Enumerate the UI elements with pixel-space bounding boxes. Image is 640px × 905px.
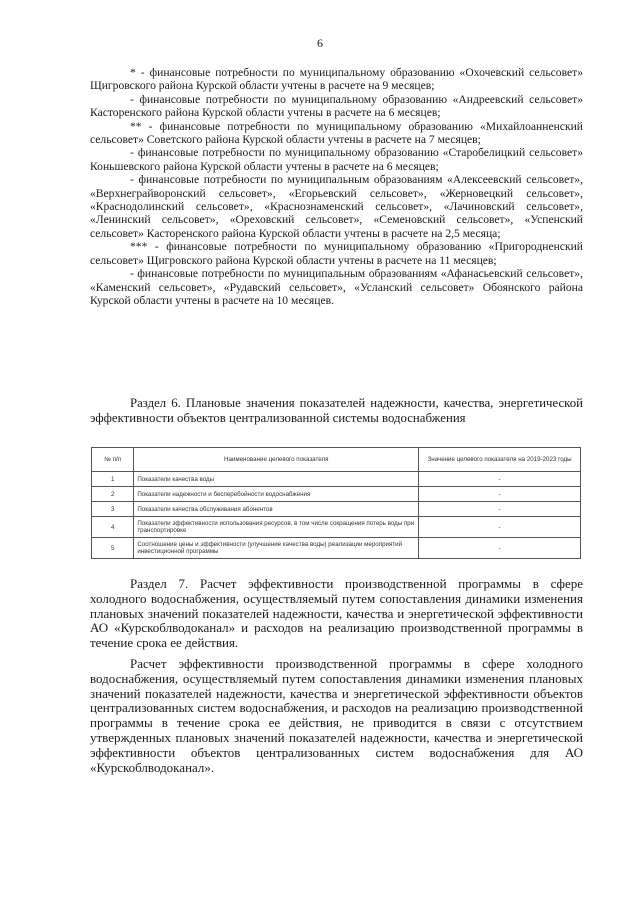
section-7-body: Расчет эффективности производственной программы в сфере холодного водоснабжения, осуществляемый путем сопоставления динамики изменения плановых значений показателей надежности, качества и энергетической эффективности объектов централизованных систем водоснабжения, и расходов на реализацию производственной программы в течение срока ее действия, не приводится в связи с отсутствием утвержденных плановых значений показателей надежности, качества и энергетической эффективности объектов централизованных систем водоснабжения для АО «Курскоблводоканал». bbox=[90, 655, 583, 775]
row-name: Показатели качества воды bbox=[134, 472, 419, 487]
footnote-3: ** - финансовые потребности по муниципальному образованию «Михайлоанненский сельсовет» Советского района Курской области учтены в расчете на 7 месяцев; bbox=[90, 119, 583, 147]
row-value: - bbox=[419, 538, 581, 559]
row-value: - bbox=[419, 517, 581, 538]
header-name: Наименование целевого показателя bbox=[134, 448, 419, 472]
table-row bbox=[92, 538, 581, 559]
row-name: Показатели эффективности использования ресурсов, в том числе сокращения потерь воды при транспортировке bbox=[134, 517, 419, 538]
row-num: 1 bbox=[92, 472, 134, 487]
row-name: Показатели надежности и бесперебойности водоснабжения bbox=[134, 487, 419, 502]
footnote-7: - финансовые потребности по муниципальным образованиям «Афанасьевский сельсовет», «Каменский сельсовет», «Рудавский сельсовет», «Усланский сельсовет» Обоянского района Курской области учтены в расчете на 10 месяцев. bbox=[90, 267, 583, 307]
table-header-row bbox=[92, 448, 581, 472]
row-name: Соотношение цены и эффективности (улучшение качества воды) реализации мероприятий инвестиционной программы bbox=[134, 538, 419, 559]
footnotes-block bbox=[90, 66, 583, 307]
section-6-heading: Раздел 6. Плановые значения показателей надежности, качества, энергетической эффективности объектов централизованной системы водоснабжения bbox=[90, 396, 583, 425]
row-value: - bbox=[419, 487, 581, 502]
table-row bbox=[92, 472, 581, 487]
table-row bbox=[92, 502, 581, 517]
targets-table bbox=[91, 447, 581, 559]
section-7 bbox=[90, 577, 583, 781]
row-num: 5 bbox=[92, 538, 134, 559]
footnote-2: - финансовые потребности по муниципальному образованию «Андреевский сельсовет» Касторенского района Курской области учтены в расчете на 6 месяцев; bbox=[90, 92, 583, 120]
section-7-heading: Раздел 7. Расчет эффективности производственной программы в сфере холодного водоснабжения, осуществляемый путем сопоставления динамики изменения плановых значений показателей надежности, качества и энергетической эффективности АО «Курскоблводоканал» и расходов на реализацию производственной программы в течение срока ее действия. bbox=[90, 576, 583, 651]
footnote-6: *** - финансовые потребности по муниципальному образованию «Пригородненский сельсовет» Щигровского района Курской области учтены в расчете на 11 месяцев; bbox=[90, 240, 583, 267]
row-value: - bbox=[419, 502, 581, 517]
row-num: 3 bbox=[92, 502, 134, 517]
row-num: 2 bbox=[92, 487, 134, 502]
table-row bbox=[92, 517, 581, 538]
row-value: - bbox=[419, 472, 581, 487]
table-row bbox=[92, 487, 581, 502]
page-number: 6 bbox=[317, 36, 323, 50]
footnote-1: * - финансовые потребности по муниципальному образованию «Охочевский сельсовет» Щигровского района Курской области учтены в расчете на 9 месяцев; bbox=[90, 66, 583, 93]
footnote-4: - финансовые потребности по муниципальному образованию «Старобелицкий сельсовет» Коньшевского района Курской области учтены в расчете на 6 месяцев; bbox=[90, 146, 583, 173]
row-name: Показатели качества обслуживания абонентов bbox=[134, 502, 419, 517]
header-value: Значение целевого показателя на 2019-2023 годы bbox=[419, 448, 581, 472]
footnote-5: - финансовые потребности по муниципальным образованиям «Алексеевский сельсовет», «Верхнеграйворонский сельсовет», «Егорьевский сельсовет», «Жерновецкий сельсовет», «Краснодолинский сельсовет», «Краснознаменский сельсовет», «Лачиновский сельсовет», «Ленинский сельсовет», «Ореховский сельсовет», «Семеновский сельсовет», «Успенский сельсовет» Касторенского района Курской области учтены в расчете на 2,5 месяца; bbox=[90, 173, 583, 240]
section-6 bbox=[90, 396, 583, 425]
header-num: № п/п bbox=[92, 448, 134, 472]
row-num: 4 bbox=[92, 517, 134, 538]
